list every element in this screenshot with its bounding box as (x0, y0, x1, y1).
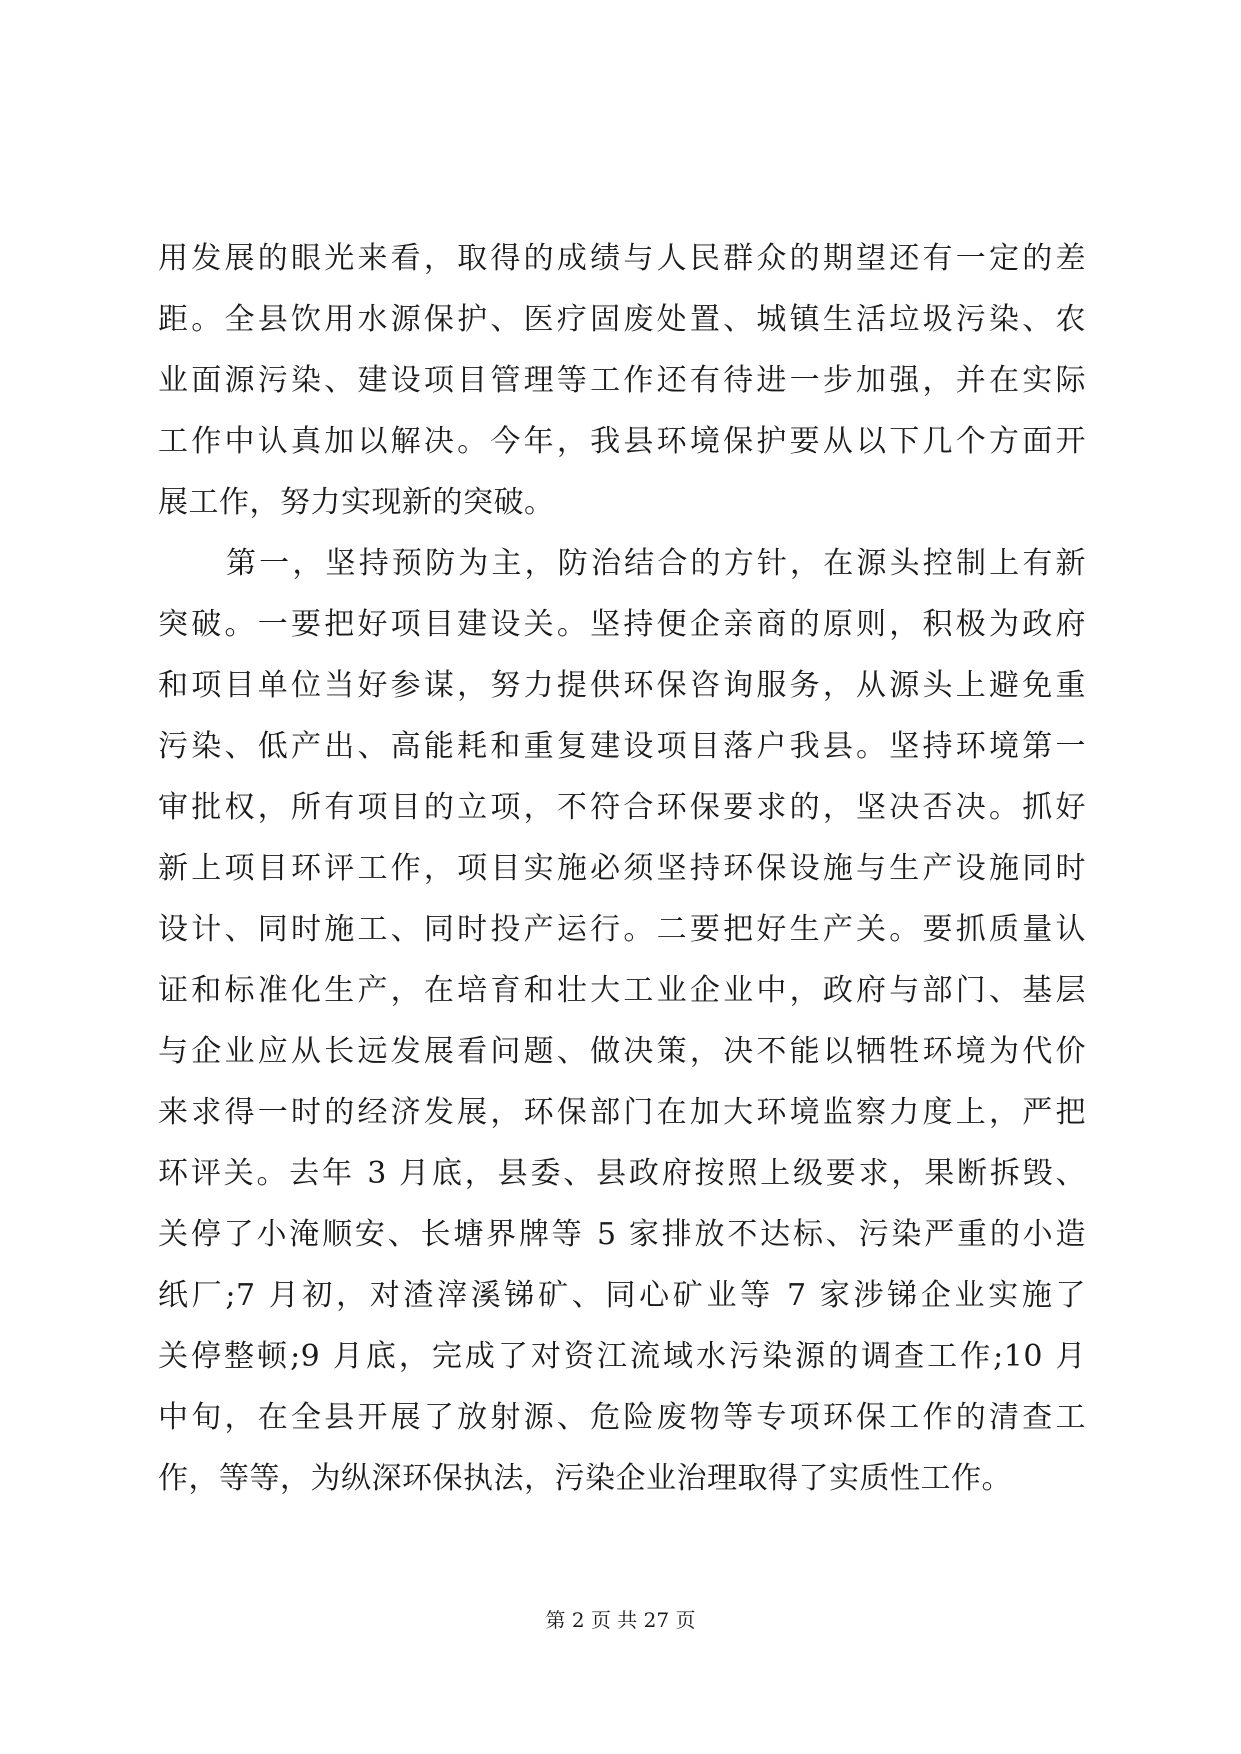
text-line: 和项目单位当好参谋，努力提供环保咨询服务，从源头上避免重 (158, 668, 1086, 703)
text-line: 来求得一时的经济发展，环保部门在加大环境监察力度上，严把 (158, 1095, 1086, 1130)
text-line: 工作中认真加以解决。今年，我县环境保护要从以下几个方面开 (158, 424, 1086, 459)
text-line: 距。全县饮用水源保护、医疗固废处置、城镇生活垃圾污染、农 (158, 302, 1086, 337)
document-body (158, 228, 1086, 1509)
text-line: 作，等等，为纵深环保执法，污染企业治理取得了实质性工作。 (158, 1461, 1012, 1496)
text-line: 关停了小淹顺安、长塘界牌等 5 家排放不达标、污染严重的小造 (158, 1217, 1086, 1252)
text-line: 展工作，努力实现新的突破。 (158, 485, 555, 520)
paragraph-1 (158, 228, 1086, 533)
page-number-footer: 第 2 页 共 27 页 (545, 1608, 696, 1632)
text-line: 关停整顿;9 月底，完成了对资江流域水污染源的调查工作;10 月 (158, 1339, 1086, 1374)
text-line: 设计、同时施工、同时投产运行。二要把好生产关。要抓质量认 (158, 912, 1086, 947)
text-line: 审批权，所有项目的立项，不符合环保要求的，坚决否决。抓好 (158, 790, 1086, 825)
text-line: 用发展的眼光来看，取得的成绩与人民群众的期望还有一定的差 (158, 241, 1086, 276)
text-line: 证和标准化生产，在培育和壮大工业企业中，政府与部门、基层 (158, 973, 1086, 1008)
text-line: 业面源污染、建设项目管理等工作还有待进一步加强，并在实际 (158, 363, 1086, 398)
text-line: 与企业应从长远发展看问题、做决策，决不能以牺牲环境为代价 (158, 1034, 1086, 1069)
text-line: 中旬，在全县开展了放射源、危险废物等专项环保工作的清查工 (158, 1400, 1086, 1435)
paragraph-2 (158, 533, 1086, 1509)
text-line: 污染、低产出、高能耗和重复建设项目落户我县。坚持环境第一 (158, 729, 1086, 764)
text-line: 新上项目环评工作，项目实施必须坚持环保设施与生产设施同时 (158, 851, 1086, 886)
text-line: 环评关。去年 3 月底，县委、县政府按照上级要求，果断拆毁、 (158, 1156, 1086, 1191)
text-line: 突破。一要把好项目建设关。坚持便企亲商的原则，积极为政府 (158, 607, 1086, 642)
text-line: 第一，坚持预防为主，防治结合的方针，在源头控制上有新 (226, 546, 1086, 581)
text-line: 纸厂;7 月初，对渣滓溪锑矿、同心矿业等 7 家涉锑企业实施了 (158, 1278, 1086, 1313)
